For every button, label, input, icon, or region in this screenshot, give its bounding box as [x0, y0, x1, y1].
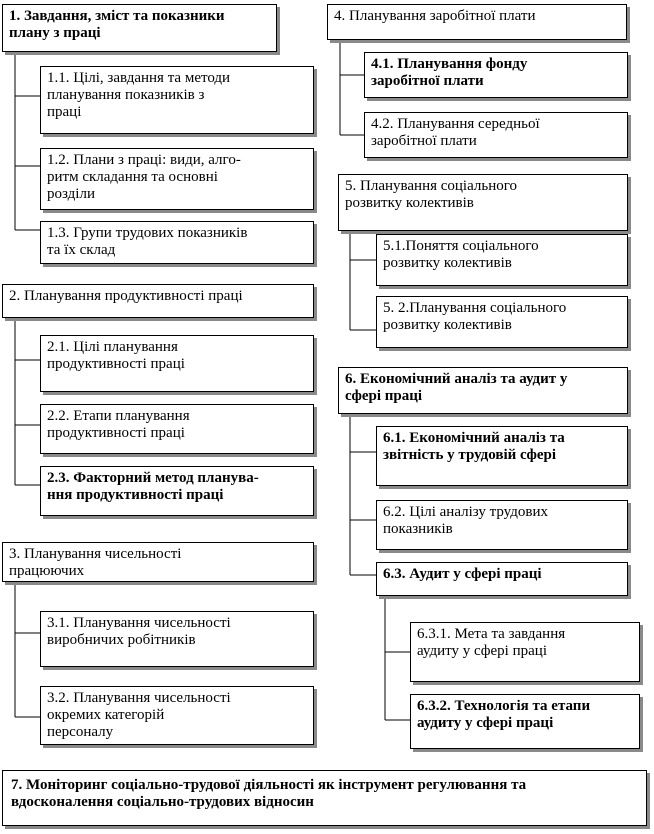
box-4-wage-planning: 4. Планування заробітної плати [327, 4, 627, 40]
box-5-1-social-concept: 5.1.Поняття соціального розвитку колективів [376, 234, 628, 286]
box-6-analysis-audit: 6. Економічний аналіз та аудит у сфері праці [338, 367, 628, 414]
box-2-3-factor-method: 2.3. Факторний метод планува- ння продуктивності праці [40, 466, 314, 516]
box-1-2-labor-plans: 1.2. Плани з праці: види, алго- ритм складання та основні розділи [40, 148, 314, 210]
box-7-monitoring: 7. Моніторинг соціально-трудової діяльності як інструмент регулювання та вдосконалення соціально-трудових відносин [2, 770, 647, 826]
box-6-3-labor-audit: 6.3. Аудит у сфері праці [376, 562, 628, 596]
box-2-2-productivity-stages: 2.2. Етапи планування продуктивності праці [40, 404, 314, 454]
box-3-1-production-workers: 3.1. Планування чисельності виробничих робітників [40, 611, 314, 667]
box-6-1-economic-analysis: 6.1. Економічний аналіз та звітність у трудовій сфері [376, 426, 628, 486]
box-6-3-2-audit-technology: 6.3.2. Технологія та етапи аудиту у сфері праці [410, 694, 640, 749]
box-1-1-goals-methods: 1.1. Цілі, завдання та методи планування показників з праці [40, 66, 314, 134]
box-1-3-indicator-groups: 1.3. Групи трудових показників та їх склад [40, 221, 314, 264]
box-3-headcount-planning: 3. Планування чисельності працюючих [2, 542, 314, 582]
box-4-2-average-wage: 4.2. Планування середньої заробітної плати [364, 112, 628, 158]
box-1-plan-content: 1. Завдання, зміст та показники плану з праці [2, 4, 277, 52]
box-5-2-social-planning: 5. 2.Планування соціального розвитку колективів [376, 296, 628, 348]
box-4-1-wage-fund: 4.1. Планування фонду заробітної плати [364, 52, 628, 98]
box-5-social-development: 5. Планування соціального розвитку колективів [338, 174, 628, 231]
box-2-1-productivity-goals: 2.1. Цілі планування продуктивності праці [40, 335, 314, 392]
box-6-2-analysis-goals: 6.2. Цілі аналізу трудових показників [376, 500, 628, 550]
box-2-productivity-planning: 2. Планування продуктивності праці [2, 284, 314, 318]
box-3-2-personnel-categories: 3.2. Планування чисельності окремих категорій персоналу [40, 686, 314, 745]
box-6-3-1-audit-goals: 6.3.1. Мета та завдання аудиту у сфері праці [410, 622, 640, 682]
